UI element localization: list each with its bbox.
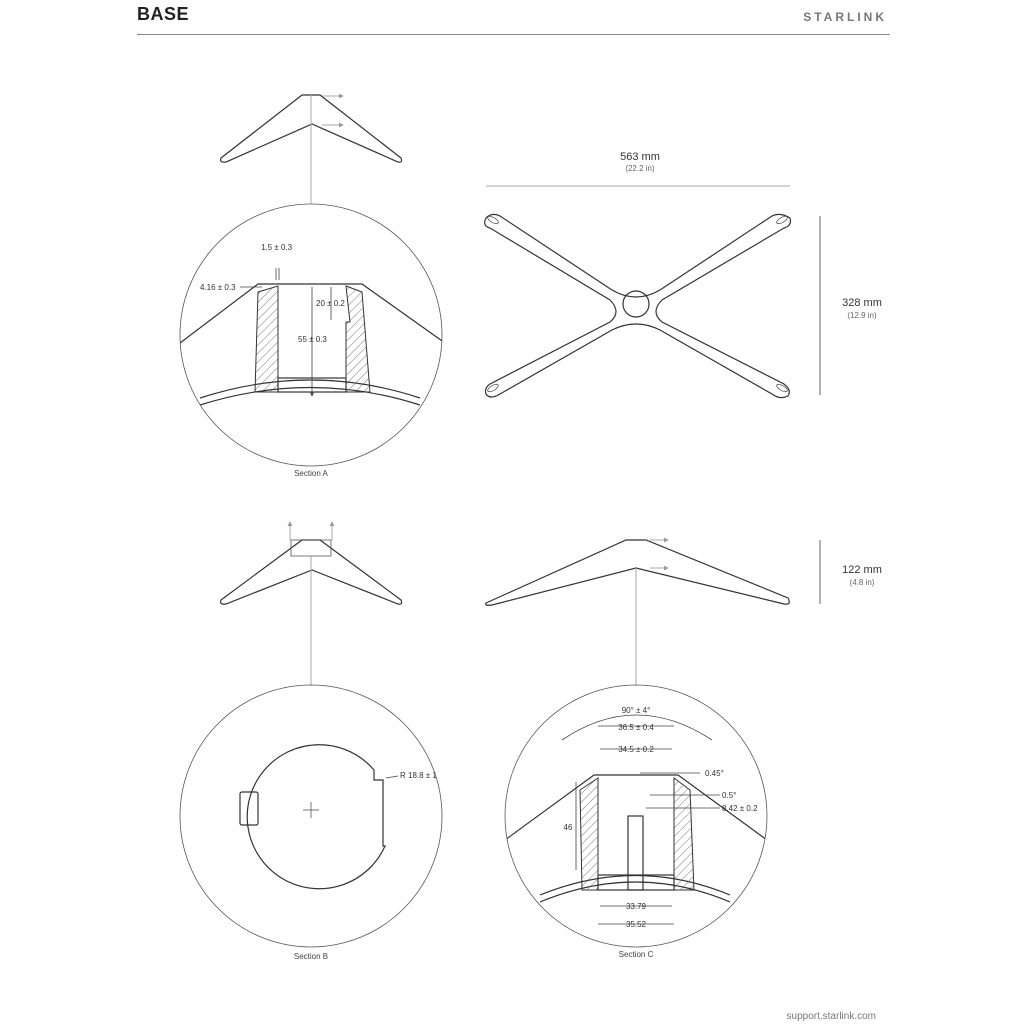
section-c-dim-3: 34.5 ± 0.2 — [618, 745, 654, 754]
section-c-dim-9: 35.52 — [625, 920, 647, 929]
section-b-detail — [180, 685, 442, 947]
section-a-dimensions — [240, 268, 331, 396]
section-a-dim-1: 1.5 ± 0.3 — [261, 243, 293, 252]
section-c-dim-4: 0.45° — [705, 769, 724, 778]
section-a-caption: Section A — [294, 469, 328, 478]
height-dimension-imperial: (4.8 in) — [849, 578, 875, 587]
depth-dimension-imperial: (12.9 in) — [847, 311, 877, 320]
support-link[interactable]: support.starlink.com — [786, 1011, 876, 1022]
section-c-dim-8: 33.79 — [625, 902, 647, 911]
page-title: BASE — [137, 4, 190, 24]
brand-logo: STARLINK — [803, 10, 887, 24]
section-c-dim-5: 0.5° — [722, 791, 737, 800]
width-dimension: 563 mm — [620, 151, 660, 163]
front-view-a — [221, 95, 402, 204]
section-a-dim-2: 4.16 ± 0.3 — [200, 283, 236, 292]
section-c-caption: Section C — [618, 950, 654, 959]
plan-view — [485, 186, 820, 398]
side-elevation — [486, 540, 820, 686]
height-dimension: 122 mm — [842, 564, 882, 576]
section-b-dim-1: R 18.8 ± 1 — [400, 771, 437, 780]
section-c-dim-7: 46 — [563, 823, 573, 832]
width-dimension-imperial: (22.2 in) — [625, 164, 655, 173]
section-c-dim-2: 36.5 ± 0.4 — [618, 723, 654, 732]
section-a-dim-4: 55 ± 0.3 — [298, 335, 327, 344]
section-c-dim-6: 8.42 ± 0.2 — [722, 804, 758, 813]
depth-dimension: 328 mm — [842, 297, 882, 309]
section-b-caption: Section B — [293, 952, 329, 961]
section-c-dim-1: 90° ± 4° — [621, 706, 651, 715]
section-a-dim-3: 20 ± 0.2 — [316, 299, 345, 308]
front-view-b — [221, 522, 402, 686]
